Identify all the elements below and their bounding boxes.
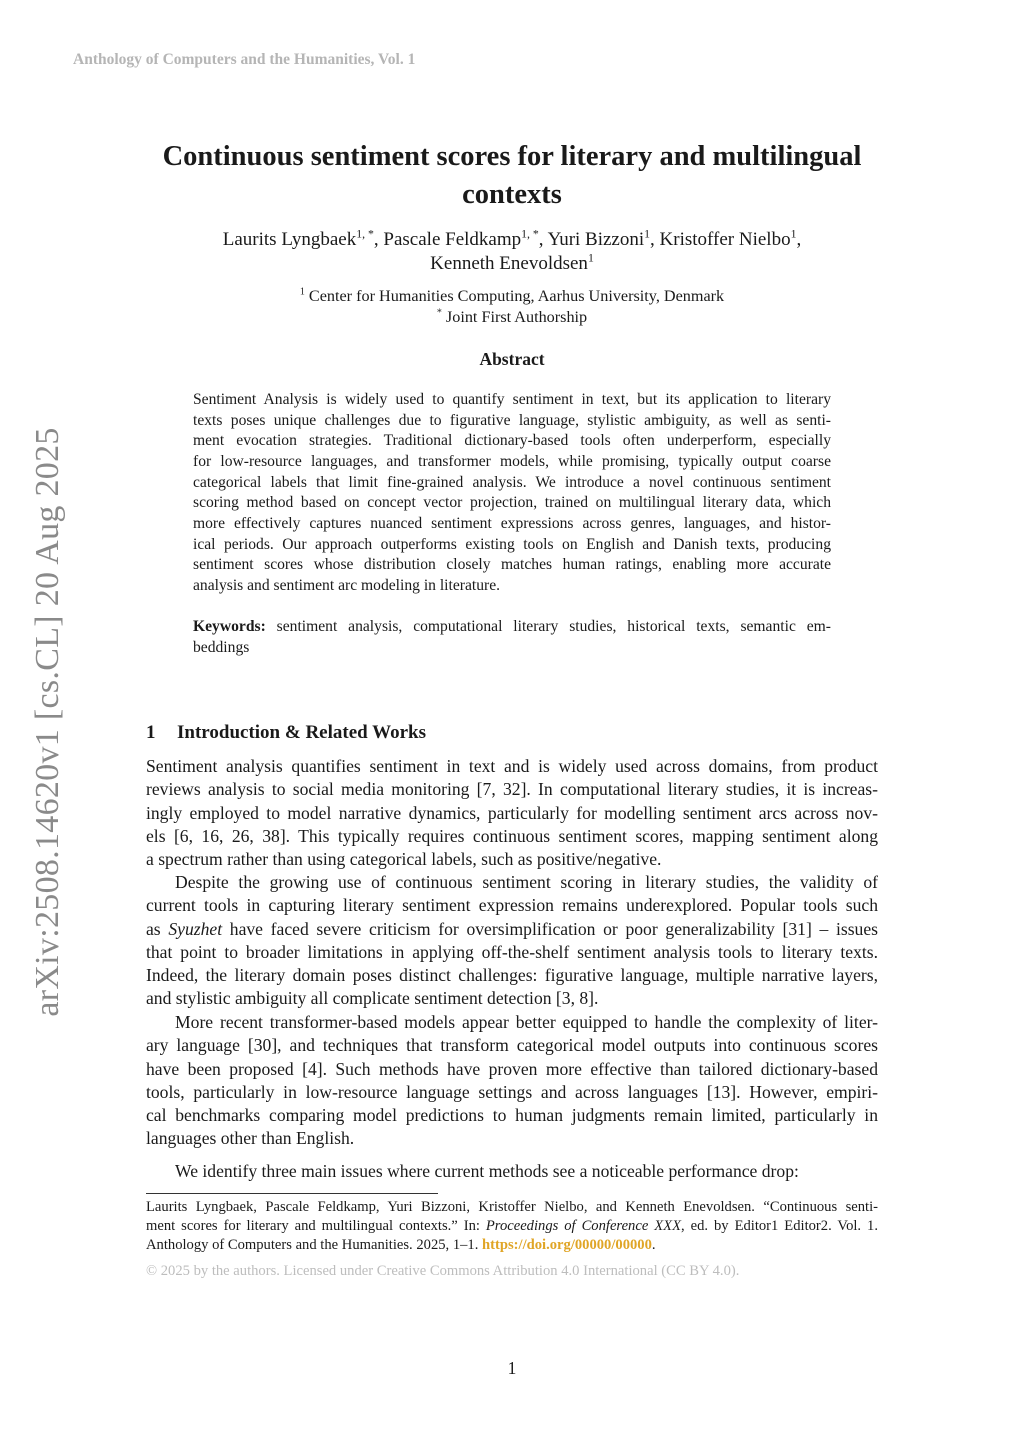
text-line: more effectively captures nuanced sentiment expressions across genres, languages, and histor-	[193, 514, 831, 532]
author-affil-mark: 1, *	[521, 227, 539, 241]
author-name: Kenneth Enevoldsen	[430, 253, 588, 274]
text-line: We identify three main issues where current methods see a noticeable performance drop:	[175, 1161, 799, 1181]
text-line: ical periods. Our approach outperforms existing tools on English and Danish texts, producing	[193, 535, 831, 553]
author-affil-mark: 1	[587, 251, 594, 265]
text-line: More recent transformer-based models appear better equipped to handle the complexity of liter-	[175, 1012, 878, 1032]
citation-footnote	[146, 1198, 878, 1256]
body-paragraph	[146, 1011, 878, 1151]
text-line: scoring method based on concept vector projection, trained on multilingual literary data, which	[193, 494, 831, 512]
doi-link[interactable]: https://doi.org/00000/00000	[482, 1237, 652, 1254]
section-heading	[146, 722, 426, 744]
text-line: analysis and sentiment arc modeling in literature.	[193, 576, 501, 594]
text-line: sentiment scores whose distribution closely matches human ratings, enabling more accurate	[193, 556, 831, 574]
keywords-label: Keywords:	[193, 618, 266, 635]
section-number: 1	[146, 722, 156, 743]
affil-mark: *	[436, 307, 442, 319]
title-line: contexts	[462, 179, 562, 210]
keywords	[193, 617, 831, 658]
footnote-text: , ed. by Editor1 Editor2. Vol. 1.	[681, 1218, 878, 1235]
text-segment: as	[146, 918, 169, 939]
footnote-text: ment scores for literary and multilingual contexts.” In:	[146, 1218, 486, 1235]
footnote-line: Laurits Lyngbaek, Pascale Feldkamp, Yuri Bizzoni, Kristoffer Nielbo, and Kenneth Enevoldsen. “Continuous senti-	[146, 1199, 878, 1215]
title-line: Continuous sentiment scores for literary and multilingual	[162, 141, 862, 172]
text-line: current tools in capturing literary sentiment expression remains underexplored. Popular tools such	[146, 895, 878, 916]
keywords-text: sentiment analysis, computational literary studies, historical texts, semantic em-	[276, 618, 831, 635]
text-line: reviews analysis to social media monitoring [7, 32]. In computational literary studies, it is increas-	[146, 779, 878, 800]
author-list: Laurits Lyngbaek$^{1, *}$, Pascale Feldkamp$^{1, *}$, Yuri Bizzoni$^1$, Kristoffer Nielbo$^1$, Kenneth Enevoldsen$^1$	[222, 227, 802, 274]
body-paragraph	[146, 871, 878, 1011]
body-paragraph	[146, 1160, 878, 1183]
text-line: els [6, 16, 26, 38]. This typically requires continuous sentiment scores, mapping sentiment along	[146, 825, 878, 846]
author-name: Kristoffer Nielbo	[659, 229, 791, 250]
keywords-text: beddings	[193, 638, 250, 656]
page-number: 1	[507, 1358, 517, 1378]
paper-title	[100, 138, 924, 214]
text-line: a spectrum rather than using categorical labels, such as positive/negative.	[146, 849, 662, 869]
text-line: Sentiment Analysis is widely used to quantify sentiment in text, but its application to literary	[193, 391, 831, 408]
affil-mark: 1	[299, 286, 305, 298]
text-line: have been proposed [4]. Such methods have proven more effective than tailored dictionary-based	[146, 1058, 878, 1079]
abstract-heading: Abstract	[479, 349, 545, 369]
abstract-body	[193, 390, 831, 597]
text-line: that point to broader limitations in applying off-the-shelf sentiment analysis tools to literary texts.	[146, 941, 878, 962]
footnote-rule	[146, 1193, 438, 1194]
footnote-text: Anthology of Computers and the Humanities. 2025, 1–1.	[146, 1237, 483, 1254]
text-line: ary language [30], and techniques that transform categorical model outputs into continuous scores	[146, 1035, 878, 1056]
footnote-text: .	[651, 1237, 656, 1254]
affiliation-text: Joint First Authorship	[445, 308, 588, 326]
author-affil-mark: 1	[644, 227, 651, 241]
affiliation-text: Center for Humanities Computing, Aarhus University, Denmark	[308, 287, 725, 305]
emphasized-term: Syuzhet	[168, 918, 223, 939]
text-line: Indeed, the literary domain poses distinct challenges: figurative language, multiple narrative layers,	[146, 965, 878, 985]
text-line: Despite the growing use of continuous sentiment scoring in literary studies, the validity of	[175, 872, 878, 892]
section-title: Introduction & Related Works	[177, 722, 426, 743]
text-line: ingly employed to model narrative dynamics, particularly for modelling sentiment arcs across nov-	[146, 802, 878, 823]
text-line: texts poses unique challenges due to figurative language, stylistic ambiguity, as well as senti-	[193, 411, 831, 429]
text-line: ment evocation strategies. Traditional dictionary-based tools often underperform, especially	[193, 432, 831, 450]
text-line: languages other than English.	[146, 1128, 355, 1149]
text-line: tools, particularly in low-resource language settings and across languages [13]. However, empiri-	[146, 1081, 878, 1102]
author-name: Pascale Feldkamp	[383, 229, 522, 250]
text-segment: have faced severe criticism for oversimplification or poor generalizability [31] – issues	[222, 918, 878, 939]
text-line: Sentiment analysis quantifies sentiment in text and is widely used across domains, from product	[146, 756, 878, 776]
text-line: categorical labels that limit fine-grained analysis. We introduce a novel continuous sentiment	[193, 473, 831, 491]
text-line: and stylistic ambiguity all complicate sentiment detection [3, 8].	[146, 988, 599, 1009]
text-line: cal benchmarks comparing model predictions to human judgments remain limited, particularly in	[146, 1105, 878, 1125]
license-notice: © 2025 by the authors. Licensed under Creative Commons Attribution 4.0 International (CC BY 4.0).	[146, 1263, 740, 1279]
body-paragraph	[146, 755, 878, 871]
author-affil-mark: 1	[790, 227, 797, 241]
affiliations	[120, 286, 904, 328]
proceedings-title: Proceedings of Conference XXX	[485, 1218, 682, 1235]
author-affil-mark: 1, *	[356, 227, 374, 241]
author-name: Laurits Lyngbaek	[222, 229, 357, 250]
author-name: Yuri Bizzoni	[547, 229, 645, 250]
arxiv-identifier-stamp: arXiv:2508.14620v1 [cs.CL] 20 Aug 2025	[29, 427, 66, 1017]
text-line: for low-resource languages, and transformer models, while promising, typically output coarse	[193, 452, 831, 470]
running-header: Anthology of Computers and the Humanities, Vol. 1	[73, 51, 416, 68]
text-line	[146, 918, 878, 941]
